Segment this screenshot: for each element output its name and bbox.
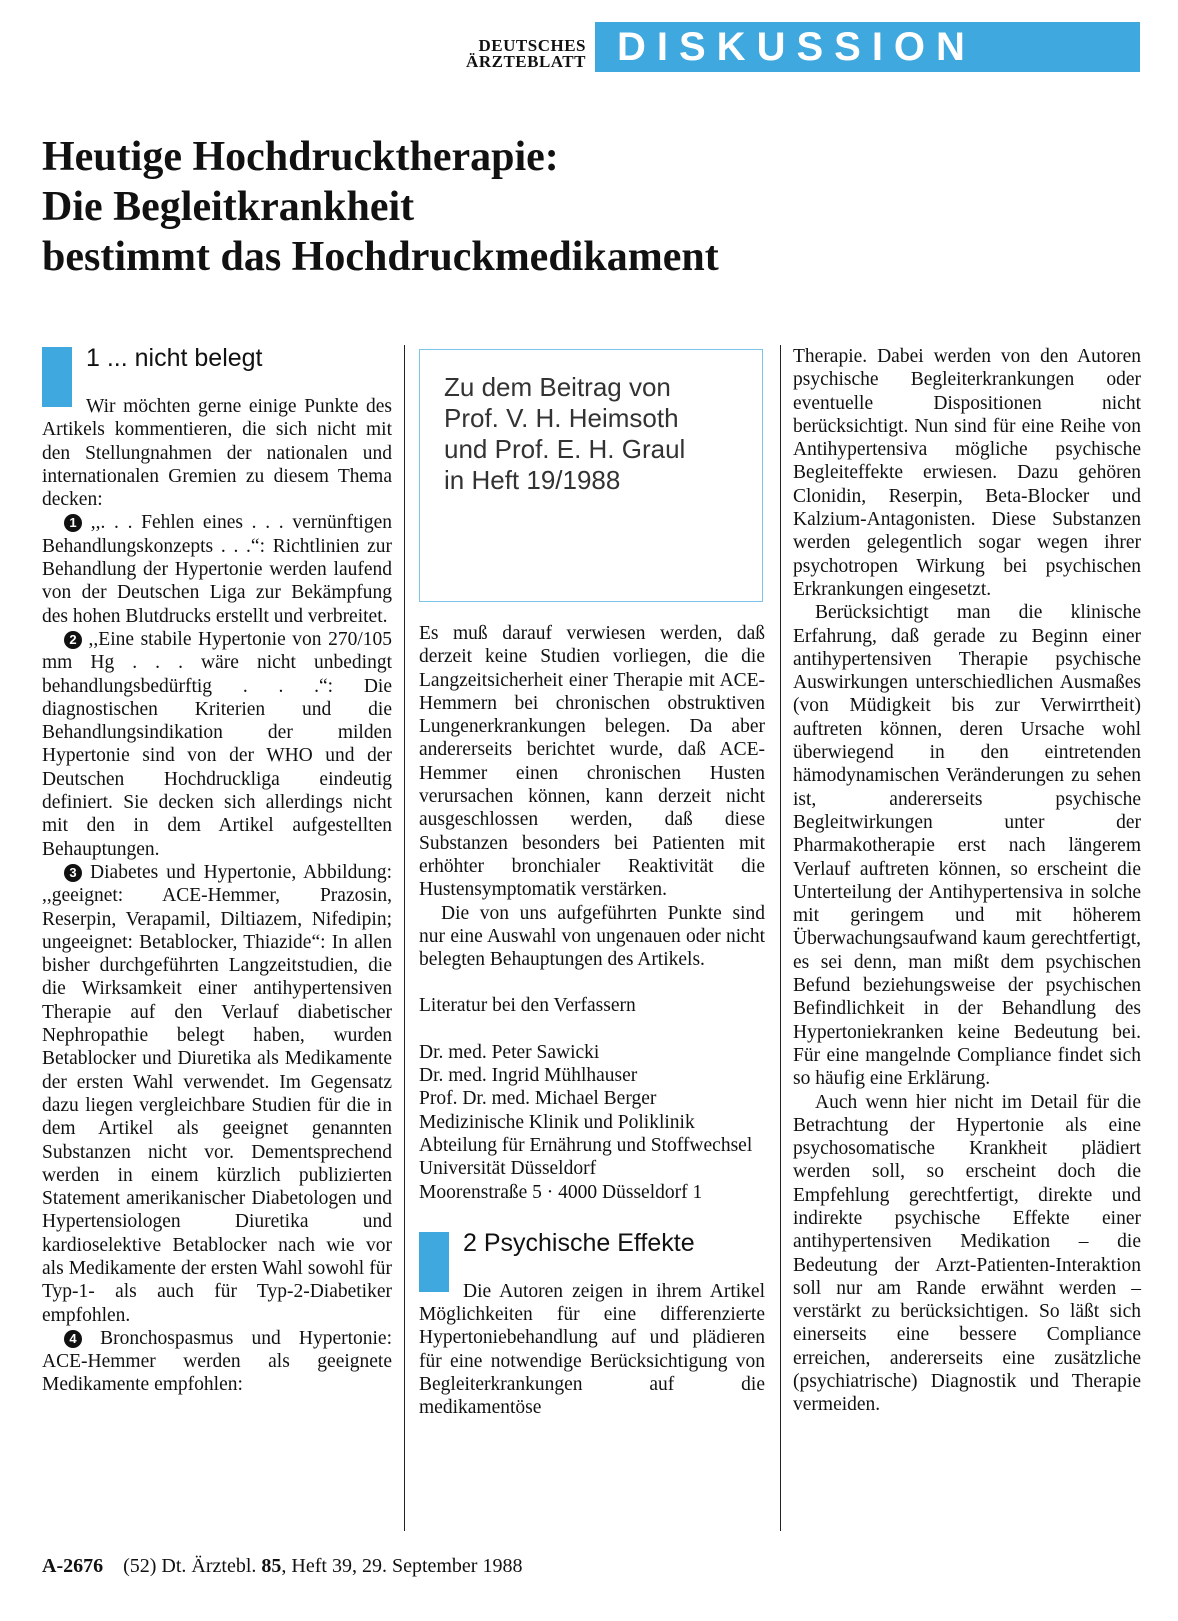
column-divider [780,345,781,1531]
column-2 [419,622,765,1420]
citation-prefix: (52) Dt. Ärztebl. [123,1555,257,1577]
number-3-icon: 3 [64,864,82,882]
point-2-text: ,,Eine stabile Hypertonie von 270/105 mm Hg . . . wäre nicht unbedingt behandlungsbedürftig . . .“: Die diagnostischen Kriterien und die Behandlungsindikation der milden Hypertonie sind von der WHO und der Deutschen Hochdruckliga eindeutig definiert. Sie decken sich allerdings nicht mit den in dem Artikel aufgestellten Behauptungen. [42,628,392,860]
point-4 [42,1327,392,1397]
column-1 [42,345,392,1397]
section-1-title: 1 ... nicht belegt [86,344,263,372]
reference-line-4: in Heft 19/1988 [444,465,621,495]
section-1-intro: Wir möchten gerne einige Punkte des Artikels kommentieren, die sich nicht mit den Stellungnahmen der nationalen und internationalen Gremien zu diesem Thema decken: [42,396,392,511]
reference-line-1: Zu dem Beitrag von [444,372,671,402]
affiliation-line: Universität Düsseldorf [419,1158,597,1180]
point-1 [42,511,392,627]
col2-paragraph-2: Die von uns aufgeführten Punkte sind nur eine Auswahl von ungenauen oder nicht belegten Behauptungen des Artikels. [419,902,765,971]
author-name: Dr. med. Peter Sawicki [419,1041,600,1063]
point-3 [42,861,392,1327]
section-marker-bar [419,1232,449,1292]
affiliation-line: Moorenstraße 5 · 4000 Düsseldorf 1 [419,1181,703,1203]
number-2-icon: 2 [64,631,82,649]
col3-paragraph-3: Auch wenn hier nicht im Detail für die Betrachtung der Hypertonie als eine psychosomatische Krankheit plädiert werden soll, so erscheint doch die Empfehlung gerechtfertigt, direkte und indirekte psychische Effekte einer antihypertensiven Medikation – die Bedeutung der Arzt-Patienten-Interaktion soll nur am Rande erwähnt werden – verstärkt zu berücksichtigen. So läßt sich einerseits eine bessere Compliance erreichen, andererseits eine zusätzliche (psychiatrische) Diagnostik und Therapie vermeiden. [793,1091,1141,1416]
author-name: Prof. Dr. med. Michael Berger [419,1088,657,1110]
section-1-heading [42,345,392,395]
number-1-icon: 1 [64,514,82,532]
headline-line-3: bestimmt das Hochdruckmedikament [42,234,719,280]
point-1-text: ,,. . . Fehlen eines . . . vernünftigen Behandlungskonzepts . . .“: Richtlinien zur Behandlung der Hypertonie werden laufend von der Deutschen Liga zur Bekämpfung des hohen Blutdrucks erstellt und verbreitet. [42,512,393,627]
volume-number: 85 [261,1555,282,1577]
headline-line-1: Heutige Hochdrucktherapie: [42,134,559,180]
number-4-icon: 4 [64,1330,82,1348]
logo-line-1: DEUTSCHES [478,36,586,55]
reference-line-3: und Prof. E. H. Graul [444,434,686,464]
point-3-text: Diabetes und Hypertonie, Abbildung: ,,geeignet: ACE-Hemmer, Prazosin, Reserpin, Verapamil, Diltiazem, Nifedipin; ungeeignet: Betablocker, Thiazide“: In allen bisher durchgeführten Langzeitstudien, die die Wirksamkeit einer antihypertensiven Therapie auf den Verlauf diabetischer Nephropathie belegt haben, wurden Betablocker und Diuretika als Medikamente der ersten Wahl verwendet. Im Gegensatz dazu liegen vergleichbare Studien für die in dem Artikel als geeignet genannten Substanzen nicht vor. Dementsprechend werden in einem kürzlich publizierten Statement amerikanischer Diabetologen und Hypertensiologen Diuretika und kardioselektive Betablocker nach wie vor als Medikamente der ersten Wahl sowohl für Typ-1- als auch für Typ-2-Diabetiker empfohlen. [42,861,393,1326]
affiliation-line: Medizinische Klinik und Poliklinik [419,1111,695,1133]
page-number: A-2676 [42,1555,104,1577]
column-divider [404,345,405,1531]
reference-box [419,349,763,602]
author-name: Dr. med. Ingrid Mühlhauser [419,1065,638,1087]
journal-logo [414,38,586,70]
literature-note: Literatur bei den Verfassern [419,995,636,1017]
page-footer [42,1555,522,1578]
section-marker-bar [42,347,72,407]
section-2-heading [419,1230,765,1280]
affiliation-line: Abteilung für Ernährung und Stoffwechsel [419,1134,753,1156]
col3-paragraph-1: Therapie. Dabei werden von den Autoren psychische Begleiterkrankungen oder eventuelle Dispositionen nicht berücksichtigt. Nun sind für eine Reihe von Antihypertensiva mögliche psychische Begleiteffekte erwiesen. Dazu gehören Clonidin, Reserpin, Beta-Blocker und Kalzium-Antagonisten. Diese Substanzen werden gelegentlich sogar wegen ihrer psychotropen Wirkung bei psychischen Erkrankungen eingesetzt. [793,346,1141,600]
col3-paragraph-2: Berücksichtigt man die klinische Erfahrung, daß gerade zu Beginn einer antihypertensiven Therapie psychische Auswirkungen unterschiedlichen Ausmaßes (von Müdigkeit bis zur Verwirrtheit) auftreten können, deren Ursache wohl überwiegend in den eintretenden hämodynamischen Veränderungen zu sehen ist, andererseits psychische Begleitwirkungen unter der Pharmakotherapie erst nach längerem Verlauf auftreten können, so erscheint die Unterteilung der Antihypertensiva in solche mit geringem und mit höherem Überwachungsaufwand kaum gerechtfertigt, es sei denn, man mißt dem psychischen Befund beziehungsweise der psychischen Befindlichkeit in der Behandlung des Hypertoniekranken keine Bedeutung bei. Für eine mangelnde Compliance findet sich so häufig eine Erklärung. [793,602,1141,1090]
col2-paragraph-1: Es muß darauf verwiesen werden, daß derzeit keine Studien vorliegen, die die Langzeitsicherheit einer Therapie mit ACE-Hemmern bei chronischen obstruktiven Lungenerkrankungen belegen. Da aber andererseits berichtet wurde, daß ACE-Hemmer einen chronischen Husten verursachen können, kann derzeit nicht ausgeschlossen werden, daß diese Substanzen besonders bei Patienten mit erhöhter bronchialer Reaktivität die Hustensymptomatik verstärken. [419,623,765,901]
section-2-title: 2 Psychische Effekte [463,1228,695,1257]
section-label: DISKUSSION [617,25,976,69]
column-3 [793,345,1141,1417]
section-2-intro: Die Autoren zeigen in ihrem Artikel Möglichkeiten für eine differenzierte Hypertoniebehandlung auf und plädieren für eine notwendige Berücksichtigung von Begleiterkrankungen auf die medikamentöse [419,1280,765,1419]
reference-line-2: Prof. V. H. Heimsoth [444,403,679,433]
citation-suffix: , Heft 39, 29. September 1988 [281,1555,523,1577]
logo-line-2: ÄRZTEBLATT [466,52,586,71]
article-headline [42,132,1142,282]
point-2 [42,628,392,861]
headline-line-2: Die Begleitkrankheit [42,184,415,230]
reference-text [444,372,754,496]
section-banner [595,22,1140,72]
author-block [419,1041,765,1204]
point-4-text: Bronchospasmus und Hypertonie: ACE-Hemmer werden als geeignete Medikamente empfohlen: [42,1327,392,1396]
